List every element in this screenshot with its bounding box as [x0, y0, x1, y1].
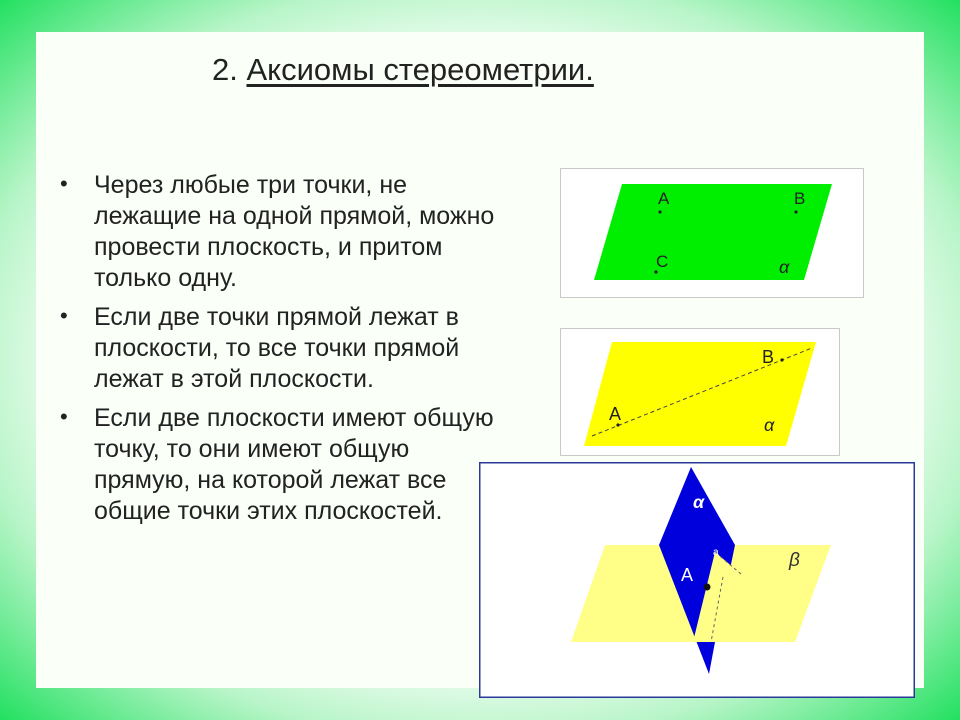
bullet-text: Через любые три точки, не лежащие на одной прямой, можно провести плоскость, и притом только одну. [94, 171, 495, 292]
label-b: B [762, 347, 775, 367]
label-alpha: α [693, 492, 705, 512]
bullet-item [56, 170, 496, 294]
figure-three-points-plane [560, 168, 864, 298]
bullet-text: Если две плоскости имеют общую точку, то они имеют общую прямую, на которой лежат все общие точки этих плоскостей. [94, 404, 494, 525]
figure-intersecting-planes [479, 462, 915, 698]
bullet-item [56, 302, 496, 395]
label-beta: β [789, 550, 800, 571]
bullet-item [56, 403, 496, 527]
label-c: C [656, 252, 669, 271]
bullet-marker: • [60, 404, 68, 429]
title-text: Аксиомы стереометрии. [246, 52, 594, 87]
bullet-marker: • [60, 303, 68, 328]
label-a: A [609, 404, 622, 424]
point-b [794, 210, 797, 213]
label-b: B [794, 189, 806, 208]
bullet-list [56, 170, 496, 535]
label-a: A [658, 189, 670, 208]
title-number: 2. [212, 52, 238, 87]
point-b [780, 358, 783, 361]
label-point-a: A [681, 565, 694, 585]
point-a [704, 584, 711, 591]
label-line-a: a [713, 547, 719, 558]
label-alpha: α [779, 257, 790, 277]
point-a [658, 210, 661, 213]
bullet-marker: • [60, 171, 68, 196]
slide-title [212, 52, 594, 88]
label-alpha: α [764, 415, 775, 435]
yellow-plane [584, 342, 816, 446]
bullet-text: Если две точки прямой лежат в плоскости, то все точки прямой лежат в этой плоскости. [94, 303, 460, 393]
figure-line-in-plane [560, 328, 840, 456]
